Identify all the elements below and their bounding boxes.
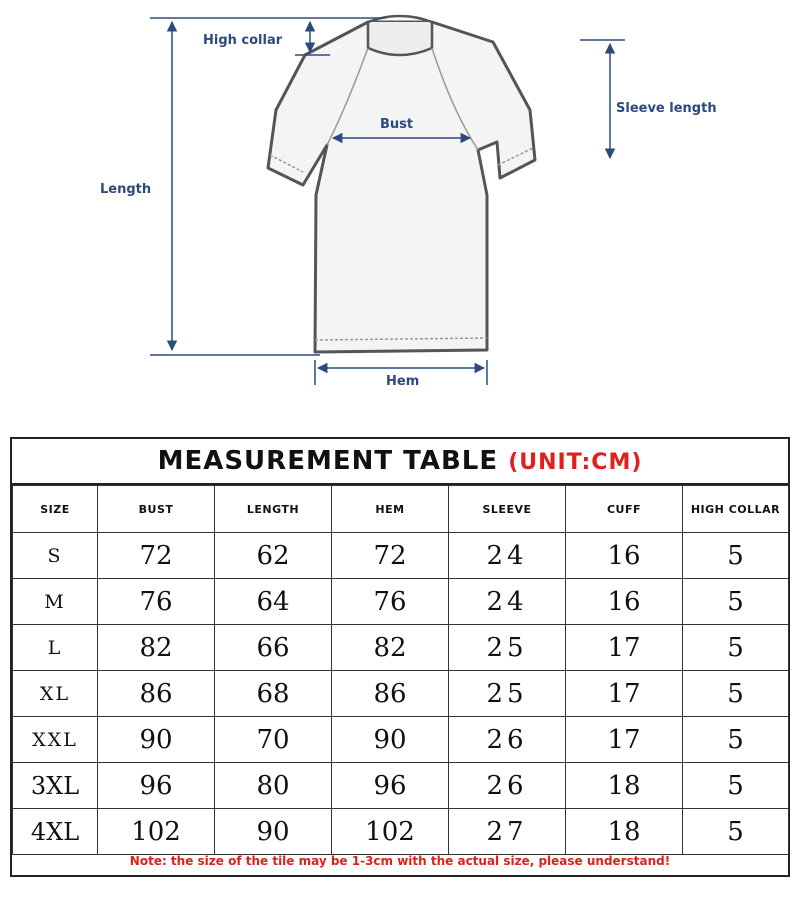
cell-high-collar: 5 (683, 533, 789, 579)
cell-bust: 102 (98, 809, 215, 855)
cell-bust: 96 (98, 763, 215, 809)
cell-length: 68 (215, 671, 332, 717)
cell-sleeve: 26 (449, 717, 566, 763)
header-row (13, 486, 789, 533)
cell-bust: 86 (98, 671, 215, 717)
cell-length: 80 (215, 763, 332, 809)
table-unit: (UNIT:CM) (508, 450, 643, 475)
table-row (13, 717, 789, 763)
table-title (12, 439, 788, 485)
cell-high-collar: 5 (683, 625, 789, 671)
cell-sleeve: 24 (449, 533, 566, 579)
cell-size: M (13, 579, 98, 625)
header-size: SIZE (13, 486, 98, 533)
cell-hem: 102 (332, 809, 449, 855)
cell-cuff: 18 (566, 763, 683, 809)
cell-size: XXL (13, 717, 98, 763)
cell-size: XL (13, 671, 98, 717)
cell-size: 3XL (13, 763, 98, 809)
cell-cuff: 16 (566, 579, 683, 625)
cell-length: 62 (215, 533, 332, 579)
cell-hem: 86 (332, 671, 449, 717)
cell-bust: 90 (98, 717, 215, 763)
cell-cuff: 17 (566, 625, 683, 671)
table-title-text: MEASUREMENT TABLE (157, 446, 499, 476)
cell-high-collar: 5 (683, 671, 789, 717)
cell-sleeve: 25 (449, 671, 566, 717)
cell-hem: 96 (332, 763, 449, 809)
cell-bust: 76 (98, 579, 215, 625)
header-bust: BUST (98, 486, 215, 533)
cell-hem: 90 (332, 717, 449, 763)
cell-bust: 72 (98, 533, 215, 579)
cell-length: 66 (215, 625, 332, 671)
cell-bust: 82 (98, 625, 215, 671)
size-chart (12, 485, 789, 855)
header-length: LENGTH (215, 486, 332, 533)
cell-high-collar: 5 (683, 763, 789, 809)
header-sleeve: SLEEVE (449, 486, 566, 533)
cell-sleeve: 24 (449, 579, 566, 625)
sleeve-length-label: Sleeve length (616, 101, 717, 116)
cell-sleeve: 25 (449, 625, 566, 671)
size-note: Note: the size of the tile may be 1-3cm with the actual size, please understand! (129, 854, 671, 868)
cell-cuff: 18 (566, 809, 683, 855)
cell-high-collar: 5 (683, 717, 789, 763)
header-high-collar: HIGH COLLAR (683, 486, 789, 533)
table-row (13, 671, 789, 717)
cell-cuff: 17 (566, 717, 683, 763)
cell-size: S (13, 533, 98, 579)
cell-hem: 82 (332, 625, 449, 671)
shirt-illustration (268, 16, 535, 352)
cell-length: 90 (215, 809, 332, 855)
cell-size: 4XL (13, 809, 98, 855)
shirt-diagram (0, 0, 800, 400)
bust-label: Bust (380, 117, 414, 132)
cell-cuff: 16 (566, 533, 683, 579)
length-label: Length (100, 182, 152, 197)
header-cuff: CUFF (566, 486, 683, 533)
cell-length: 64 (215, 579, 332, 625)
cell-sleeve: 27 (449, 809, 566, 855)
table-row (13, 625, 789, 671)
table-row (13, 533, 789, 579)
cell-size: L (13, 625, 98, 671)
cell-sleeve: 26 (449, 763, 566, 809)
cell-length: 70 (215, 717, 332, 763)
cell-hem: 72 (332, 533, 449, 579)
high-collar-label: High collar (203, 33, 283, 48)
cell-high-collar: 5 (683, 809, 789, 855)
cell-high-collar: 5 (683, 579, 789, 625)
table-row (13, 579, 789, 625)
measurement-table (10, 437, 790, 877)
table-row (13, 763, 789, 809)
header-hem: HEM (332, 486, 449, 533)
cell-hem: 76 (332, 579, 449, 625)
cell-cuff: 17 (566, 671, 683, 717)
hem-label: Hem (386, 374, 420, 389)
